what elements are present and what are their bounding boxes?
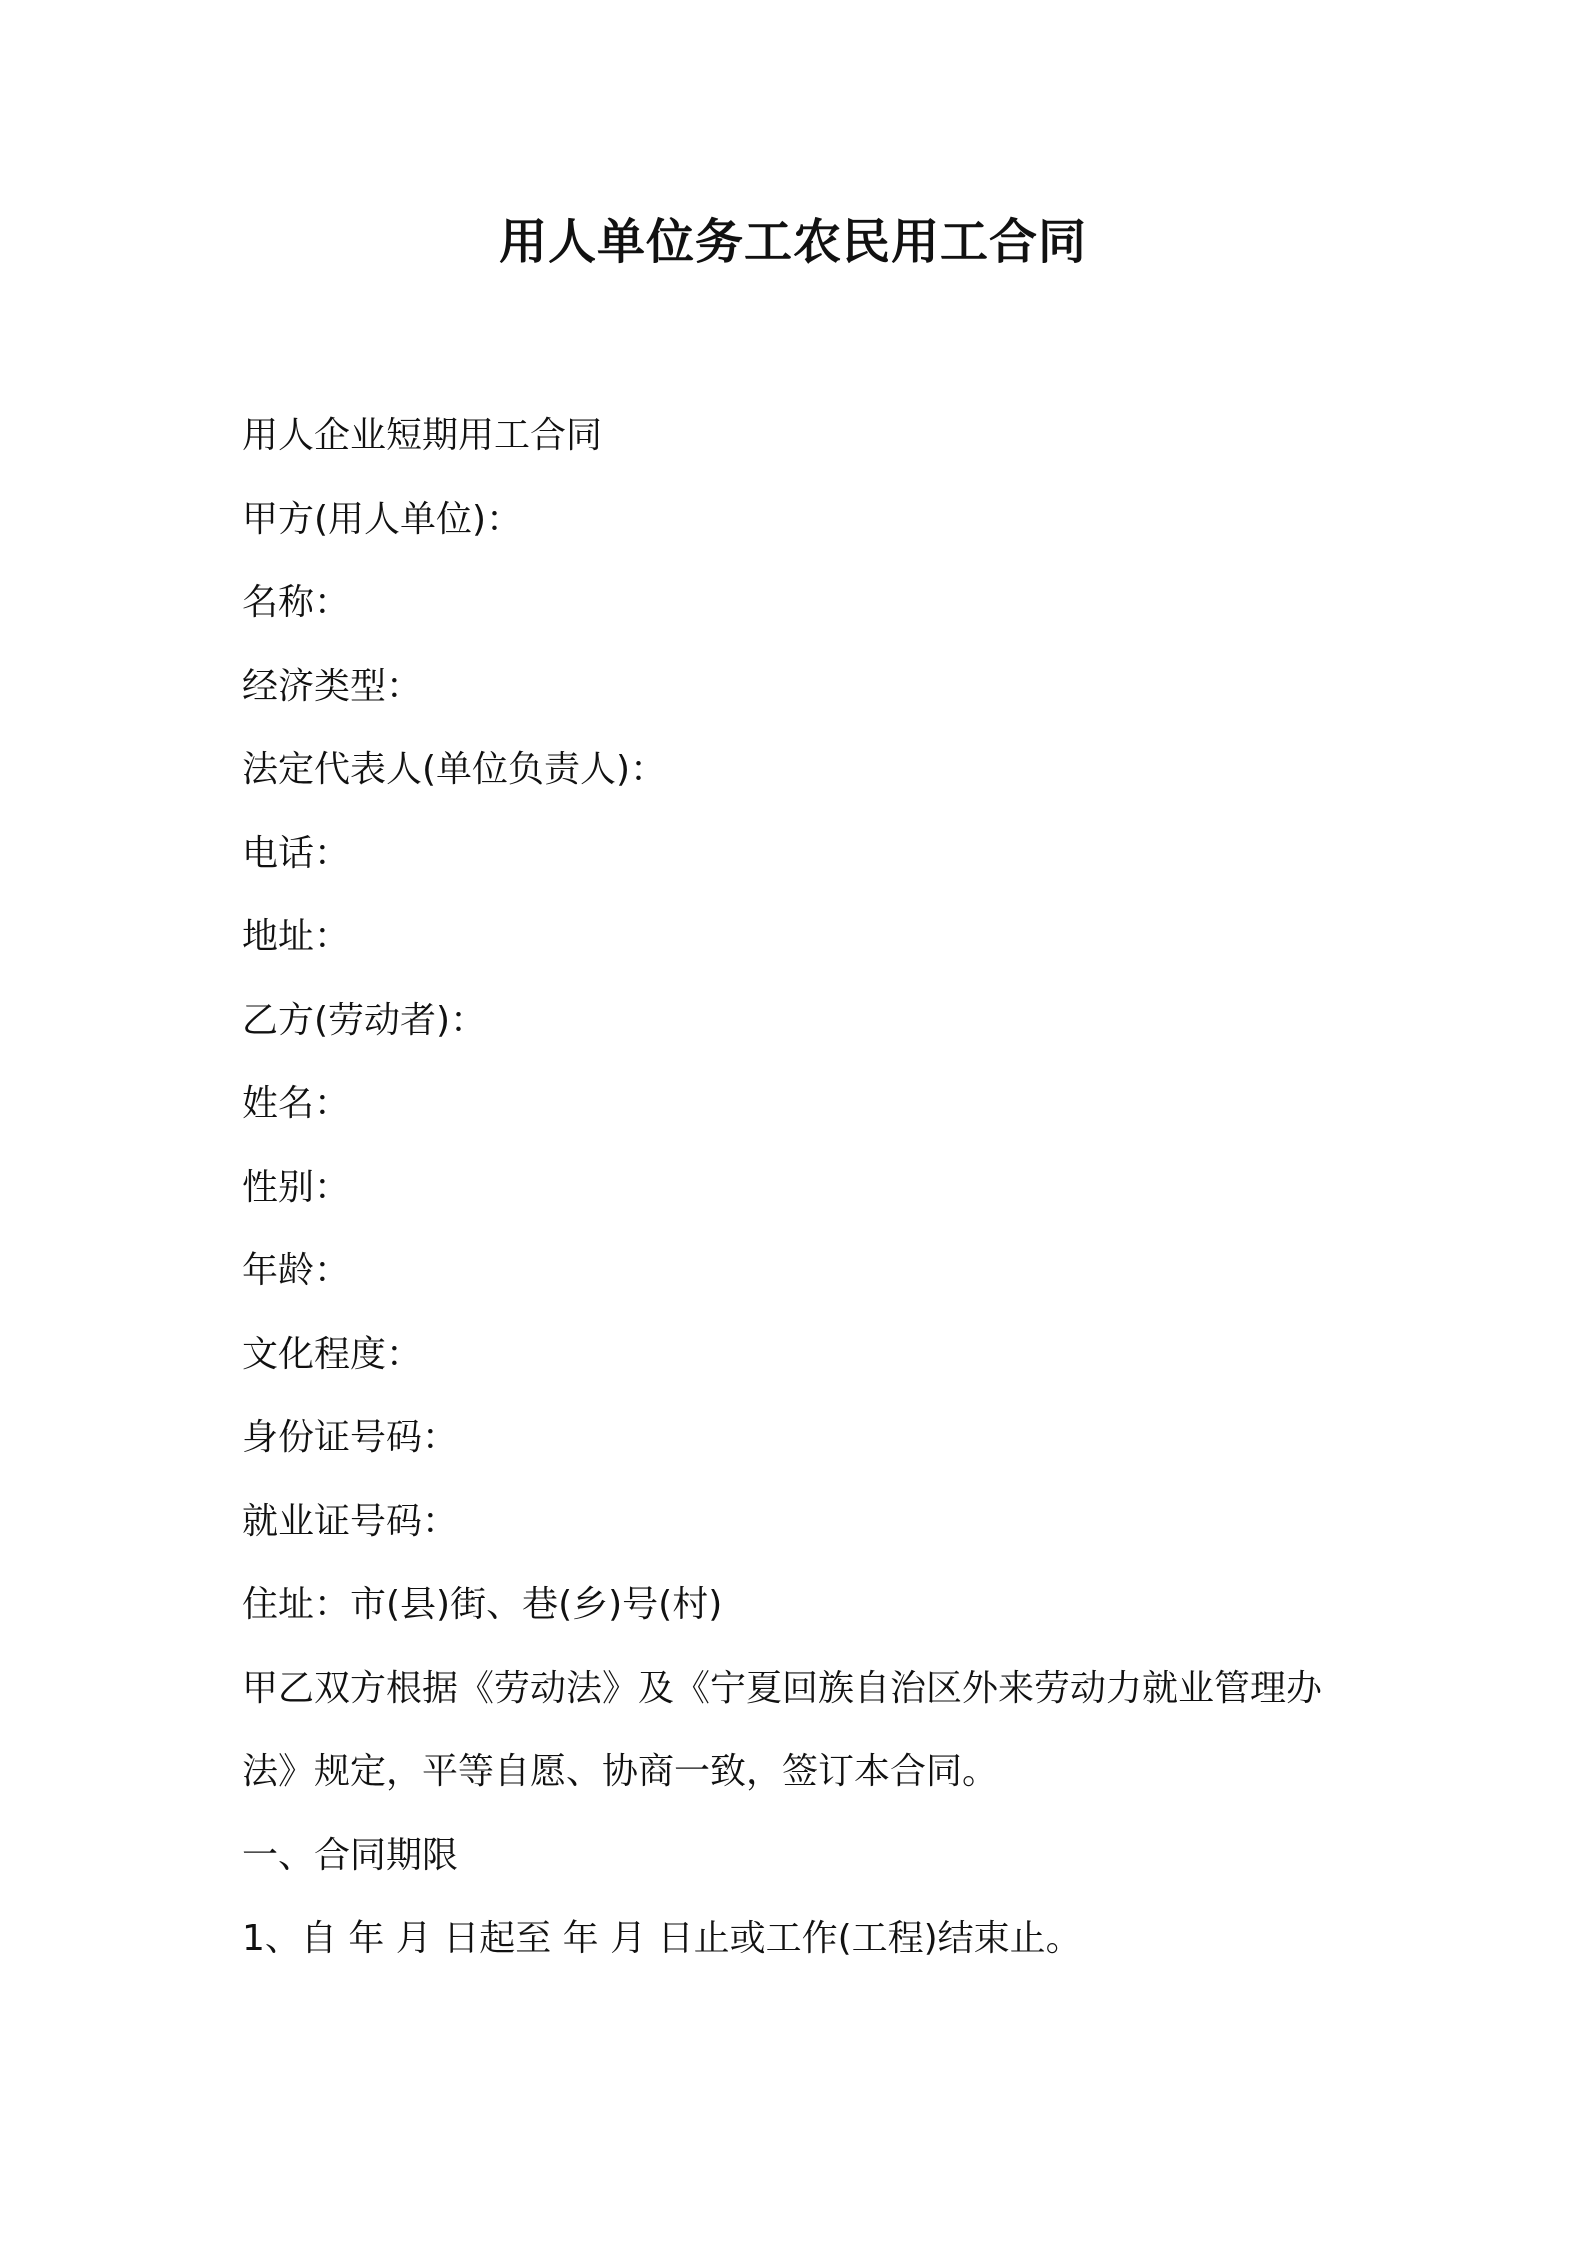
party-b-employment-cert-field: 就业证号码：: [242, 1500, 459, 1542]
party-b-id-number-field: 身份证号码：: [242, 1417, 459, 1458]
party-a-legal-representative-field: 法定代表人(单位负责人)：: [242, 749, 667, 790]
party-b-gender-field: 性别：: [242, 1166, 351, 1208]
party-a-phone-field: 电话：: [242, 832, 351, 874]
clause-1-term: 1、自 年 月 日起至 年 月 日止或工作(工程)结束止。: [242, 1918, 1082, 1959]
party-a-address-field: 地址：: [242, 916, 351, 957]
party-b-residence-field: 住址：市(县)街、巷(乡)号(村): [242, 1584, 723, 1625]
document-title: 用人单位务工农民用工合同: [498, 214, 1087, 270]
party-b-name-field: 姓名：: [242, 1083, 351, 1124]
preamble-line-1: 甲乙双方根据《劳动法》及《宁夏回族自治区外来劳动力就业管理办: [242, 1667, 1323, 1709]
party-a-name-field: 名称：: [242, 582, 351, 623]
party-a-economic-type-field: 经济类型：: [242, 665, 423, 707]
party-b-heading: 乙方(劳动者)：: [242, 999, 487, 1041]
party-a-heading: 甲方(用人单位)：: [242, 498, 523, 540]
party-b-age-field: 年龄：: [242, 1250, 351, 1291]
party-b-education-field: 文化程度：: [242, 1333, 423, 1375]
document-body: [242, 404, 1362, 1991]
preamble-line-2: 法》规定，平等自愿、协商一致，签订本合同。: [242, 1751, 999, 1792]
section-heading-contract-term: 一、合同期限: [242, 1834, 459, 1876]
subtitle-line: 用人企业短期用工合同: [242, 415, 603, 456]
